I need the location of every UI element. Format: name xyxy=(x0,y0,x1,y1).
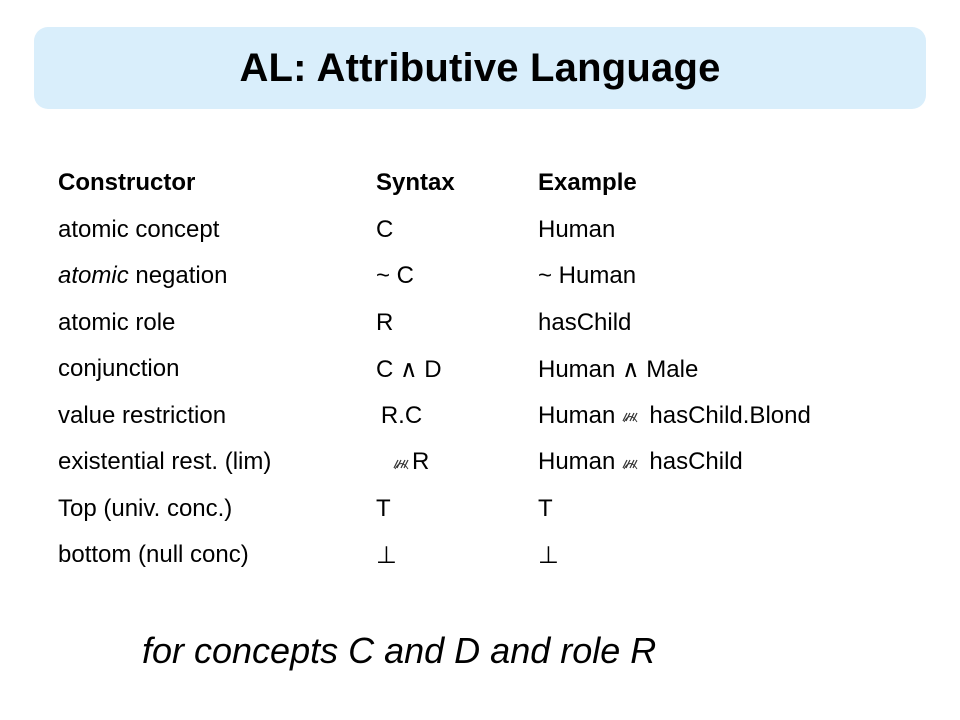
footer-note: for concepts C and D and role R xyxy=(142,630,657,671)
table-row xyxy=(58,253,918,300)
constructor-cell: atomic concept xyxy=(58,215,220,243)
constructor-cell: bottom (null conc) xyxy=(58,541,249,569)
header-syntax: Syntax xyxy=(376,169,455,197)
syntax-text: R xyxy=(412,448,430,476)
table-row xyxy=(58,300,918,347)
example-pre: Human xyxy=(538,401,616,429)
constructor-cell: value restriction xyxy=(58,401,227,429)
constructor-cell: atomic role xyxy=(58,308,176,336)
example-cell: ~ Human xyxy=(538,262,637,290)
syntax-text: R.C xyxy=(380,401,423,429)
syntax-cell: T xyxy=(376,494,391,522)
forall-symbol-icon xyxy=(621,407,639,425)
constructor-italic-part: atomic xyxy=(58,262,129,290)
syntax-cell: C ∧ D xyxy=(376,355,442,383)
syntax-cell: ⊥ xyxy=(376,541,397,569)
example-cell xyxy=(538,393,918,440)
slide-title: AL: Attributive Language xyxy=(239,45,721,90)
example-cell: Human xyxy=(538,215,616,243)
header-example: Example xyxy=(538,169,637,197)
header-constructor: Constructor xyxy=(58,169,196,197)
table-row xyxy=(58,393,918,440)
exists-symbol-icon xyxy=(621,454,639,472)
syntax-cell xyxy=(376,439,538,486)
table-row xyxy=(58,532,918,579)
exists-symbol-icon xyxy=(392,454,410,472)
constructor-cell: existential rest. (lim) xyxy=(58,448,272,476)
example-cell: ⊥ xyxy=(538,541,559,569)
constructor-cell: Top (univ. conc.) xyxy=(58,494,233,522)
example-cell xyxy=(538,439,918,486)
constructor-rest-part: negation xyxy=(128,262,228,290)
constructor-cell: conjunction xyxy=(58,355,180,383)
syntax-cell xyxy=(376,393,538,440)
constructor-table xyxy=(58,160,918,579)
table-header-row xyxy=(58,160,918,207)
example-cell: hasChild xyxy=(538,308,632,336)
constructor-cell xyxy=(58,253,376,300)
syntax-cell: R xyxy=(376,308,394,336)
example-cell: Human ∧ Male xyxy=(538,355,699,383)
example-pre: Human xyxy=(538,448,616,476)
table-row xyxy=(58,207,918,254)
syntax-cell: C xyxy=(376,215,394,243)
title-banner xyxy=(34,27,926,109)
example-post: hasChild xyxy=(649,448,743,476)
example-post: hasChild.Blond xyxy=(649,401,811,429)
table-row xyxy=(58,346,918,393)
example-cell: T xyxy=(538,494,553,522)
table-row xyxy=(58,486,918,533)
table-row xyxy=(58,439,918,486)
syntax-cell: ~ C xyxy=(376,262,415,290)
